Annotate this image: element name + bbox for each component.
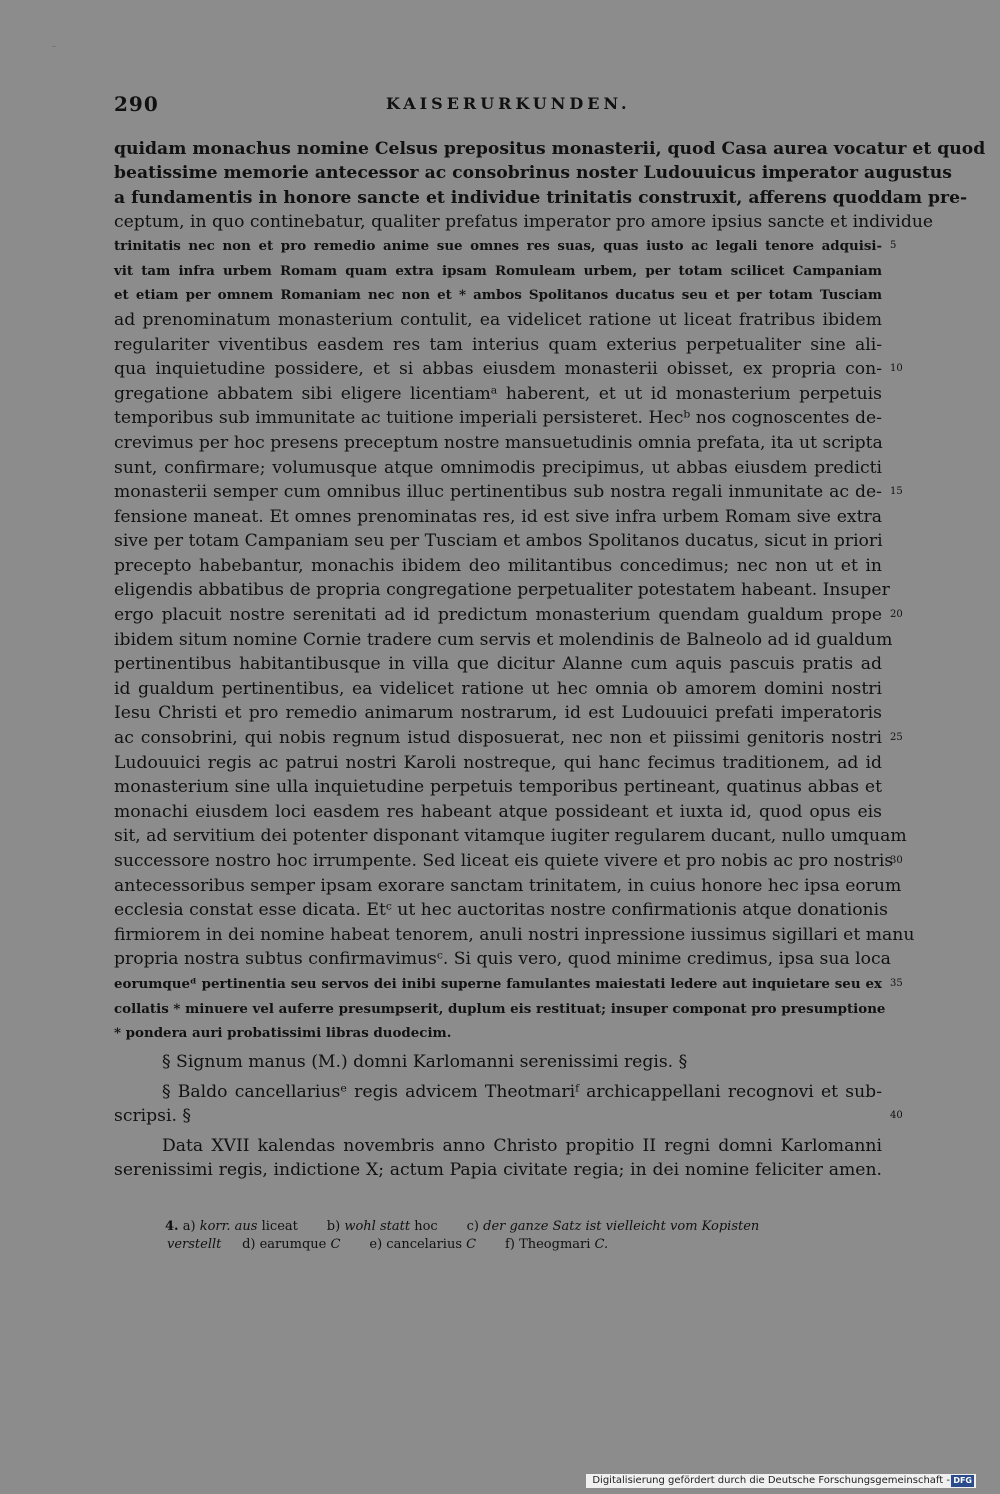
footnote-line-2 <box>167 1236 887 1253</box>
text-line-34: propria nostra subtus confirmavimusᶜ. Si quis vero, quod minime credimus, ipsa sua loca <box>114 949 891 969</box>
line-number-40: 40 <box>890 1110 903 1121</box>
footnote-c-label: c) <box>466 1219 479 1234</box>
running-title: KAISERURKUNDEN. <box>386 94 631 113</box>
text-line-11: gregatione abbatem sibi eligere licentiamᵃ haberent, et ut id monasterium perpetuis <box>114 384 882 404</box>
dfg-logo: DFG <box>953 1476 972 1485</box>
text-line-35: eorumqueᵈ pertinentia seu servos dei inibi superne famulantes maiestati ledere aut inquietare seu ex <box>114 976 882 992</box>
text-line-30: successore nostro hoc irrumpente. Sed liceat eis quiete vivere et pro nobis ac pro nostris <box>114 851 894 871</box>
footnote-d-src: C <box>330 1237 341 1252</box>
text-line-6: vit tam infra urbem Romam quam extra ipsam Romuleam urbem, per totam scilicet Campaniam <box>114 263 882 279</box>
text-line-9: regulariter viventibus easdem res tam interius quam exterius perpetualiter sine ali- <box>114 335 882 355</box>
text-line-5: trinitatis nec non et pro remedio anime sue omnes res suas, quas iusto ac legali tenore adquisi- <box>114 238 882 254</box>
text-line-22: pertinentibus habitantibusque in villa que dicitur Alanne cum aquis pascuis pratis ad <box>114 654 882 674</box>
footnote-a-note: korr. aus <box>199 1219 258 1234</box>
dating-line-2: serenissimi regis, indictione X; actum Papia civitate regia; in dei nomine feliciter amen. <box>114 1160 882 1180</box>
footnote-c-note-cont: verstellt <box>167 1237 222 1252</box>
recognition-line-1: § Baldo cancellariusᵉ regis advicem Theotmariᶠ archicappellani recognovi et sub- <box>162 1082 882 1102</box>
footnote-c-note: der ganze Satz ist vielleicht vom Kopisten <box>483 1219 760 1234</box>
text-line-25: ac consobrini, qui nobis regnum istud disposuerat, nec non et piissimi genitoris nostri <box>114 728 882 748</box>
dating-line-1: Data XVII kalendas novembris anno Christo propitio II regni domni Karlomanni <box>162 1136 882 1156</box>
line-number-35: 35 <box>890 978 903 989</box>
footnote-e-label: e) <box>369 1237 383 1252</box>
footnote-b-text: hoc <box>414 1219 438 1234</box>
text-line-19: eligendis abbatibus de propria congregatione perpetualiter potestatem habeant. Insuper <box>114 580 890 600</box>
text-line-26: Ludouuici regis ac patrui nostri Karoli nostreque, qui hanc fecimus traditionem, ad id <box>114 753 882 773</box>
footnote-d-label: d) <box>242 1237 256 1252</box>
digitization-credit[interactable] <box>586 1474 976 1488</box>
text-line-21: ibidem situm nomine Cornie tradere cum servis et molendinis de Balneolo ad id gualdum <box>114 630 893 650</box>
text-line-15: monasterii semper cum omnibus illuc pertinentibus sub nostra regali inmunitate ac de- <box>114 482 882 502</box>
text-line-27: monasterium sine ulla inquietudine perpetuis temporibus pertineant, quatinus abbas et <box>114 777 882 797</box>
footnote-a-text: liceat <box>261 1219 298 1234</box>
footnote-e-text: cancelarius <box>386 1237 462 1252</box>
text-line-12: temporibus sub immunitate ac tuitione imperiali persisteret. Hecᵇ nos cognoscentes de- <box>114 408 882 428</box>
text-line-37: * pondera auri probatissimi libras duodecim. <box>114 1025 452 1041</box>
text-line-8: ad prenominatum monasterium contulit, ea videlicet ratione ut liceat fratribus ibidem <box>114 310 882 330</box>
line-number-30: 30 <box>890 855 903 866</box>
text-line-29: sit, ad servitium dei potenter disponant vitamque iugiter regularem ducant, nullo umquam <box>114 826 907 846</box>
footnote-line-1 <box>165 1218 885 1235</box>
text-line-32: ecclesia constat esse dicata. Etᶜ ut hec auctoritas nostre confirmationis atque donationis <box>114 900 888 920</box>
text-line-2: beatissime memorie antecessor ac consobrinus noster Ludouuicus imperator augustus <box>114 163 952 183</box>
signum-line: § Signum manus (M.) domni Karlomanni serenissimi regis. § <box>162 1052 688 1072</box>
recognition-line-2: scripsi. § <box>114 1106 191 1126</box>
footnote-f-src: C. <box>594 1237 609 1252</box>
text-line-13: crevimus per hoc presens preceptum nostre mansuetudinis omnia prefata, ita ut scripta <box>114 433 883 453</box>
text-line-28: monachi eiusdem loci easdem res habeant atque possideant et iuxta id, quod opus eis <box>114 802 882 822</box>
line-number-15: 15 <box>890 486 903 497</box>
page-number: 290 <box>114 92 159 116</box>
line-number-20: 20 <box>890 609 903 620</box>
text-line-33: firmiorem in dei nomine habeat tenorem, anuli nostri inpressione iussimus sigillari et manu <box>114 925 915 945</box>
text-line-17: sive per totam Campaniam seu per Tusciam et ambos Spolitanos ducatus, sicut in priori <box>114 531 883 551</box>
footnote-e-src: C <box>466 1237 477 1252</box>
footnote-b-note: wohl statt <box>344 1219 411 1234</box>
text-line-31: antecessoribus semper ipsam exorare sanctam trinitatem, in cuius honore hec ipsa eorum <box>114 876 902 896</box>
text-line-18: precepto habebantur, monachis ibidem deo militantibus concedimus; nec non ut et in <box>114 556 882 576</box>
page-header <box>114 92 884 122</box>
text-line-10: qua inquietudine possidere, et si abbas eiusdem monasterii obisset, ex propria con- <box>114 359 882 379</box>
footnote-f-text: Theogmari <box>519 1237 591 1252</box>
line-number-25: 25 <box>890 732 903 743</box>
text-line-16: fensione maneat. Et omnes prenominatas res, id est sive infra urbem Romam sive extra <box>114 507 882 527</box>
line-number-5: 5 <box>890 240 897 251</box>
scan-mark <box>52 46 56 47</box>
text-line-3: a fundamentis in honore sancte et individue trinitatis construxit, afferens quoddam pre- <box>114 188 968 208</box>
credit-text: Digitalisierung gefördert durch die Deutsche Forschungsgemeinschaft - <box>592 1475 950 1486</box>
text-line-7: et etiam per omnem Romaniam nec non et * ambos Spolitanos ducatus seu et per totam Tusciam <box>114 287 882 303</box>
text-line-23: id gualdum pertinentibus, ea videlicet ratione ut hec omnia ob amorem domini nostri <box>114 679 882 699</box>
text-line-14: sunt, confirmare; volumusque atque omnimodis precipimus, ut abbas eiusdem predicti <box>114 458 882 478</box>
footnote-number: 4. <box>165 1219 179 1234</box>
line-number-10: 10 <box>890 363 903 374</box>
text-line-24: Iesu Christi et pro remedio animarum nostrarum, id est Ludouuici prefati imperatoris <box>114 703 882 723</box>
text-line-36: collatis * minuere vel auferre presumpserit, duplum eis restituat; insuper componat pro presumptione <box>114 1001 886 1017</box>
footnote-a-label: a) <box>182 1219 196 1234</box>
footnote-f-label: f) <box>505 1237 515 1252</box>
text-line-20: ergo placuit nostre serenitati ad id predictum monasterium quendam gualdum prope <box>114 605 882 625</box>
footnote-b-label: b) <box>326 1219 341 1234</box>
text-line-4: ceptum, in quo continebatur, qualiter prefatus imperator pro amore ipsius sancte et individue <box>114 212 934 232</box>
footnote-d-text: earumque <box>259 1237 327 1252</box>
text-line-1: quidam monachus nomine Celsus prepositus monasterii, quod Casa aurea vocatur et quod <box>114 139 986 159</box>
